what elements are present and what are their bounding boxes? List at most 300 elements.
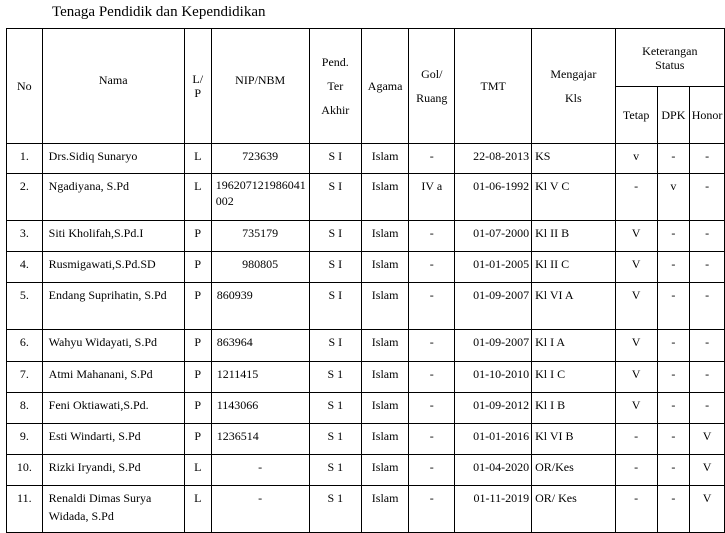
cell-nama (42, 455, 184, 486)
cell-dpk-text: - (671, 367, 676, 381)
cell-gol-text: - (429, 367, 434, 381)
cell-lp-text: L (194, 460, 202, 474)
cell-no-text: 8. (19, 398, 29, 412)
cell-gol (409, 221, 455, 252)
cell-no (7, 221, 43, 252)
cell-pend-text: S I (328, 149, 343, 163)
cell-lp (184, 283, 211, 330)
cell-kls-text: Kl VI A (535, 288, 574, 302)
cell-nama (42, 330, 184, 362)
cell-gol-text: - (429, 429, 434, 443)
cell-pend (309, 424, 361, 455)
cell-honor-text: - (705, 257, 710, 271)
cell-pend (309, 144, 361, 174)
cell-honor-text: - (705, 398, 710, 412)
cell-tetap-text: - (634, 460, 639, 474)
cell-tmt (455, 221, 532, 252)
cell-nip (211, 283, 309, 330)
header-honor: Honor (690, 87, 725, 144)
cell-lp-text: P (194, 257, 202, 271)
cell-kls-text: KS (535, 149, 551, 163)
cell-gol-text: - (429, 226, 434, 240)
cell-honor (690, 330, 725, 362)
header-tetap: Tetap (615, 87, 657, 144)
cell-agama-text: Islam (371, 367, 399, 381)
cell-lp-text: P (194, 226, 202, 240)
table-row (7, 486, 725, 533)
cell-tmt (455, 283, 532, 330)
cell-nama-text: Drs.Sidiq Sunaryo (48, 149, 138, 163)
cell-tmt (455, 174, 532, 221)
cell-tetap (615, 393, 657, 424)
cell-nama-text: Rizki Iryandi, S.Pd (48, 460, 141, 474)
cell-honor-text: - (705, 335, 710, 349)
cell-agama (362, 330, 409, 362)
cell-gol (409, 174, 455, 221)
cell-kls (532, 424, 616, 455)
cell-pend-text: S I (328, 288, 343, 302)
header-gol-line1: Gol/ (421, 67, 443, 81)
cell-agama-text: Islam (371, 398, 399, 412)
header-mengajar (532, 29, 616, 144)
cell-kls-text: Kl I A (535, 335, 566, 349)
cell-gol-text: - (429, 491, 434, 505)
cell-tmt-text: 01-01-2005 (473, 257, 530, 271)
cell-lp (184, 455, 211, 486)
cell-gol-text: - (429, 288, 434, 302)
header-lp-line2: P (194, 86, 202, 100)
cell-kls-text: OR/ Kes (535, 491, 577, 505)
cell-lp-text: P (194, 288, 202, 302)
header-gol-line2: Ruang (416, 91, 448, 105)
cell-agama-text: Islam (371, 491, 399, 505)
cell-lp-text: L (194, 179, 202, 193)
header-mengajar-line2: Kls (565, 91, 582, 105)
cell-pend (309, 362, 361, 393)
cell-nip-text: 735179 (242, 226, 279, 240)
cell-tmt-text: 01-07-2000 (473, 226, 530, 240)
cell-agama-text: Islam (371, 335, 399, 349)
cell-dpk-text: - (671, 335, 676, 349)
table-row (7, 393, 725, 424)
cell-gol-text: - (429, 257, 434, 271)
cell-tetap-text: - (634, 491, 639, 505)
cell-pend-text: S I (328, 226, 343, 240)
cell-gol (409, 424, 455, 455)
cell-dpk (657, 174, 689, 221)
cell-dpk-text: - (671, 491, 676, 505)
cell-gol (409, 455, 455, 486)
header-pend-line2: Ter (327, 79, 344, 93)
header-no: No (7, 29, 43, 144)
cell-gol-text: - (429, 149, 434, 163)
cell-nama (42, 174, 184, 221)
cell-tmt (455, 424, 532, 455)
table-row (7, 455, 725, 486)
cell-gol (409, 283, 455, 330)
cell-tetap-text: V (631, 367, 641, 381)
cell-nip-text: 196207121986041002 (215, 178, 306, 208)
cell-agama (362, 486, 409, 533)
header-nama-label: Nama (98, 72, 128, 87)
cell-tetap-text: V (631, 226, 641, 240)
cell-gol-text: - (429, 398, 434, 412)
cell-nama-text: Ngadiyana, S.Pd (48, 179, 129, 193)
cell-nama (42, 221, 184, 252)
cell-tetap (615, 362, 657, 393)
cell-nama-text: Endang Suprihatin, S.Pd (48, 288, 167, 302)
header-dpk: DPK (657, 87, 689, 144)
cell-dpk-text: v (670, 179, 677, 193)
cell-nama-text: Feni Oktiawati,S.Pd. (48, 398, 149, 412)
cell-tetap-text: V (631, 335, 641, 349)
header-keterangan-line1: Keterangan (642, 43, 698, 58)
cell-pend-text: S 1 (327, 398, 344, 412)
cell-lp (184, 393, 211, 424)
cell-nip (211, 486, 309, 533)
cell-tetap-text: v (633, 149, 640, 163)
cell-no (7, 362, 43, 393)
cell-pend-text: S 1 (327, 367, 344, 381)
header-lp (184, 29, 211, 144)
cell-kls (532, 362, 616, 393)
cell-kls-text: OR/Kes (535, 460, 574, 474)
cell-pend-text: S I (328, 257, 343, 271)
cell-nama-text: Esti Windarti, S.Pd (48, 429, 141, 443)
table-row (7, 362, 725, 393)
cell-agama (362, 283, 409, 330)
cell-tmt (455, 330, 532, 362)
cell-nip-text: 863964 (216, 335, 253, 349)
cell-tetap-text: V (631, 288, 641, 302)
cell-agama (362, 424, 409, 455)
header-pend-line1: Pend. (321, 55, 349, 69)
cell-agama-text: Islam (371, 288, 399, 302)
cell-dpk (657, 486, 689, 533)
header-nama (42, 29, 184, 144)
cell-tmt (455, 486, 532, 533)
cell-pend (309, 252, 361, 283)
cell-honor (690, 486, 725, 533)
cell-tmt-text: 01-04-2020 (473, 460, 530, 474)
cell-no-text: 7. (19, 367, 29, 381)
cell-honor (690, 362, 725, 393)
cell-agama-text: Islam (371, 226, 399, 240)
cell-no (7, 486, 43, 533)
cell-no (7, 393, 43, 424)
cell-agama (362, 393, 409, 424)
header-tmt: TMT (455, 29, 532, 144)
cell-honor (690, 252, 725, 283)
cell-dpk-text: - (671, 398, 676, 412)
cell-kls (532, 252, 616, 283)
cell-lp-text: L (194, 491, 202, 505)
cell-honor (690, 174, 725, 221)
cell-honor-text: V (702, 491, 712, 505)
cell-tmt (455, 393, 532, 424)
cell-kls (532, 221, 616, 252)
cell-no-text: 9. (19, 429, 29, 443)
cell-honor (690, 283, 725, 330)
cell-nip-text: - (258, 460, 263, 474)
cell-no (7, 455, 43, 486)
cell-pend-text: S 1 (327, 460, 344, 474)
cell-honor-text: V (702, 460, 712, 474)
cell-dpk-text: - (671, 226, 676, 240)
cell-agama (362, 174, 409, 221)
cell-dpk-text: - (671, 149, 676, 163)
cell-nip-text: 860939 (216, 288, 253, 302)
cell-dpk-text: - (671, 288, 676, 302)
cell-kls (532, 330, 616, 362)
cell-tetap (615, 424, 657, 455)
cell-nip-text: 723639 (242, 149, 279, 163)
cell-nama (42, 486, 184, 533)
cell-nama (42, 283, 184, 330)
cell-pend (309, 174, 361, 221)
cell-pend-text: S I (328, 179, 343, 193)
cell-tmt-text: 22-08-2013 (473, 149, 530, 163)
cell-nama-text: Rusmigawati,S.Pd.SD (48, 257, 156, 271)
cell-lp-text: P (194, 398, 202, 412)
cell-agama (362, 221, 409, 252)
cell-tmt (455, 455, 532, 486)
cell-honor-text: - (705, 288, 710, 302)
header-agama: Agama (362, 29, 409, 144)
cell-tetap-text: V (631, 398, 641, 412)
cell-nip (211, 455, 309, 486)
cell-agama-text: Islam (371, 429, 399, 443)
cell-agama-text: Islam (371, 179, 399, 193)
cell-tetap-text: V (631, 257, 641, 271)
cell-honor-text: - (705, 149, 710, 163)
cell-no (7, 174, 43, 221)
cell-dpk (657, 252, 689, 283)
cell-no-text: 11. (17, 491, 32, 505)
cell-tetap (615, 174, 657, 221)
document-title: Tenaga Pendidik dan Kependidikan (52, 4, 266, 20)
cell-tetap (615, 486, 657, 533)
cell-nip (211, 362, 309, 393)
table-row (7, 252, 725, 283)
cell-nama (42, 424, 184, 455)
cell-dpk-text: - (671, 429, 676, 443)
cell-pend-text: S 1 (327, 429, 344, 443)
cell-dpk (657, 330, 689, 362)
cell-agama-text: Islam (371, 460, 399, 474)
cell-nip (211, 424, 309, 455)
cell-lp-text: L (194, 149, 202, 163)
header-row (7, 29, 725, 87)
cell-nama-text: Wahyu Widayati, S.Pd (48, 335, 157, 349)
cell-tmt (455, 252, 532, 283)
cell-tmt-text: 01-11-2019 (473, 491, 530, 505)
cell-no-text: 3. (19, 226, 29, 240)
cell-lp-text: P (194, 335, 202, 349)
cell-kls-text: Kl I B (535, 398, 566, 412)
cell-pend (309, 283, 361, 330)
header-keterangan (615, 29, 724, 87)
cell-kls (532, 144, 616, 174)
cell-tetap (615, 221, 657, 252)
cell-honor-text: - (705, 367, 710, 381)
cell-agama (362, 455, 409, 486)
cell-dpk (657, 424, 689, 455)
header-nip (211, 29, 309, 144)
cell-dpk (657, 393, 689, 424)
cell-nama-text: Renaldi Dimas Surya Widada, S.Pd (48, 491, 152, 523)
cell-lp-text: P (194, 367, 202, 381)
cell-nip-text: 1143066 (216, 398, 259, 412)
cell-kls (532, 486, 616, 533)
cell-nip (211, 252, 309, 283)
cell-honor (690, 221, 725, 252)
cell-pend (309, 393, 361, 424)
cell-lp (184, 362, 211, 393)
cell-tmt (455, 362, 532, 393)
cell-dpk (657, 455, 689, 486)
cell-gol-text: - (429, 460, 434, 474)
cell-tetap (615, 455, 657, 486)
cell-kls-text: Kl II B (535, 226, 570, 240)
cell-agama (362, 144, 409, 174)
cell-nip-text: 1211415 (216, 367, 259, 381)
table-row (7, 283, 725, 330)
table-row (7, 424, 725, 455)
cell-nama (42, 252, 184, 283)
cell-tmt-text: 01-10-2010 (473, 367, 530, 381)
table-row (7, 221, 725, 252)
cell-honor-text: V (702, 429, 712, 443)
cell-honor (690, 393, 725, 424)
cell-nama (42, 362, 184, 393)
cell-lp (184, 144, 211, 174)
cell-nip-text: - (258, 491, 263, 505)
cell-nip-text: 980805 (242, 257, 279, 271)
cell-lp (184, 252, 211, 283)
cell-honor (690, 455, 725, 486)
cell-honor (690, 144, 725, 174)
cell-tmt-text: 01-09-2007 (473, 288, 530, 302)
cell-kls (532, 174, 616, 221)
cell-tmt-text: 01-01-2016 (473, 429, 530, 443)
cell-lp (184, 486, 211, 533)
cell-pend-text: S 1 (327, 491, 344, 505)
header-lp-line1: L/ (192, 72, 204, 86)
header-pend (309, 29, 361, 144)
cell-kls-text: Kl I C (535, 367, 566, 381)
cell-nama (42, 393, 184, 424)
table-row (7, 174, 725, 221)
cell-no-text: 5. (19, 288, 29, 302)
cell-nama (42, 144, 184, 174)
cell-gol (409, 393, 455, 424)
cell-tetap (615, 283, 657, 330)
cell-tmt-text: 01-09-2007 (473, 335, 530, 349)
cell-tmt-text: 01-06-1992 (473, 179, 530, 193)
table-body (7, 144, 725, 533)
cell-nip (211, 221, 309, 252)
cell-dpk (657, 221, 689, 252)
cell-gol-text: - (429, 335, 434, 349)
cell-nama-text: Atmi Mahanani, S.Pd (48, 367, 153, 381)
cell-lp (184, 221, 211, 252)
cell-pend (309, 330, 361, 362)
table-row (7, 144, 725, 174)
cell-honor-text: - (705, 226, 710, 240)
cell-lp (184, 330, 211, 362)
cell-agama-text: Islam (371, 149, 399, 163)
cell-honor-text: - (705, 179, 710, 193)
cell-no-text: 2. (19, 179, 29, 193)
header-keterangan-line2: Status (655, 57, 685, 72)
cell-gol (409, 362, 455, 393)
cell-dpk (657, 362, 689, 393)
cell-nip (211, 144, 309, 174)
cell-no-text: 4. (19, 257, 29, 271)
cell-gol (409, 330, 455, 362)
table-row (7, 330, 725, 362)
cell-no (7, 330, 43, 362)
cell-pend-text: S I (328, 335, 343, 349)
cell-tmt-text: 01-09-2012 (473, 398, 530, 412)
cell-gol (409, 252, 455, 283)
cell-no (7, 283, 43, 330)
cell-dpk (657, 144, 689, 174)
cell-tetap (615, 330, 657, 362)
cell-tetap-text: - (634, 179, 639, 193)
cell-pend (309, 221, 361, 252)
cell-no (7, 252, 43, 283)
cell-nip-text: 1236514 (216, 429, 259, 443)
cell-nip (211, 174, 309, 221)
cell-nama-text: Siti Kholifah,S.Pd.I (48, 226, 144, 240)
cell-agama (362, 362, 409, 393)
cell-lp (184, 174, 211, 221)
cell-agama-text: Islam (371, 257, 399, 271)
header-nip-label: NIP/NBM (235, 72, 286, 87)
cell-kls-text: Kl VI B (535, 429, 574, 443)
cell-dpk (657, 283, 689, 330)
cell-no-text: 10. (16, 460, 32, 474)
cell-gol (409, 144, 455, 174)
cell-no-text: 1. (19, 149, 29, 163)
cell-tetap (615, 252, 657, 283)
cell-tetap (615, 144, 657, 174)
header-pend-line3: Akhir (321, 103, 350, 117)
cell-agama (362, 252, 409, 283)
cell-dpk-text: - (671, 460, 676, 474)
cell-tmt (455, 144, 532, 174)
cell-no-text: 6. (19, 335, 29, 349)
cell-kls (532, 283, 616, 330)
cell-lp-text: P (194, 429, 202, 443)
cell-kls-text: Kl V C (535, 179, 570, 193)
header-gol (409, 29, 455, 144)
cell-no (7, 424, 43, 455)
header-mengajar-line1: Mengajar (550, 67, 597, 81)
cell-kls (532, 455, 616, 486)
cell-kls-text: Kl II C (535, 257, 570, 271)
cell-gol-text: IV a (421, 179, 443, 193)
cell-nip (211, 393, 309, 424)
cell-lp (184, 424, 211, 455)
cell-dpk-text: - (671, 257, 676, 271)
cell-nip (211, 330, 309, 362)
cell-pend (309, 455, 361, 486)
cell-no (7, 144, 43, 174)
cell-honor (690, 424, 725, 455)
